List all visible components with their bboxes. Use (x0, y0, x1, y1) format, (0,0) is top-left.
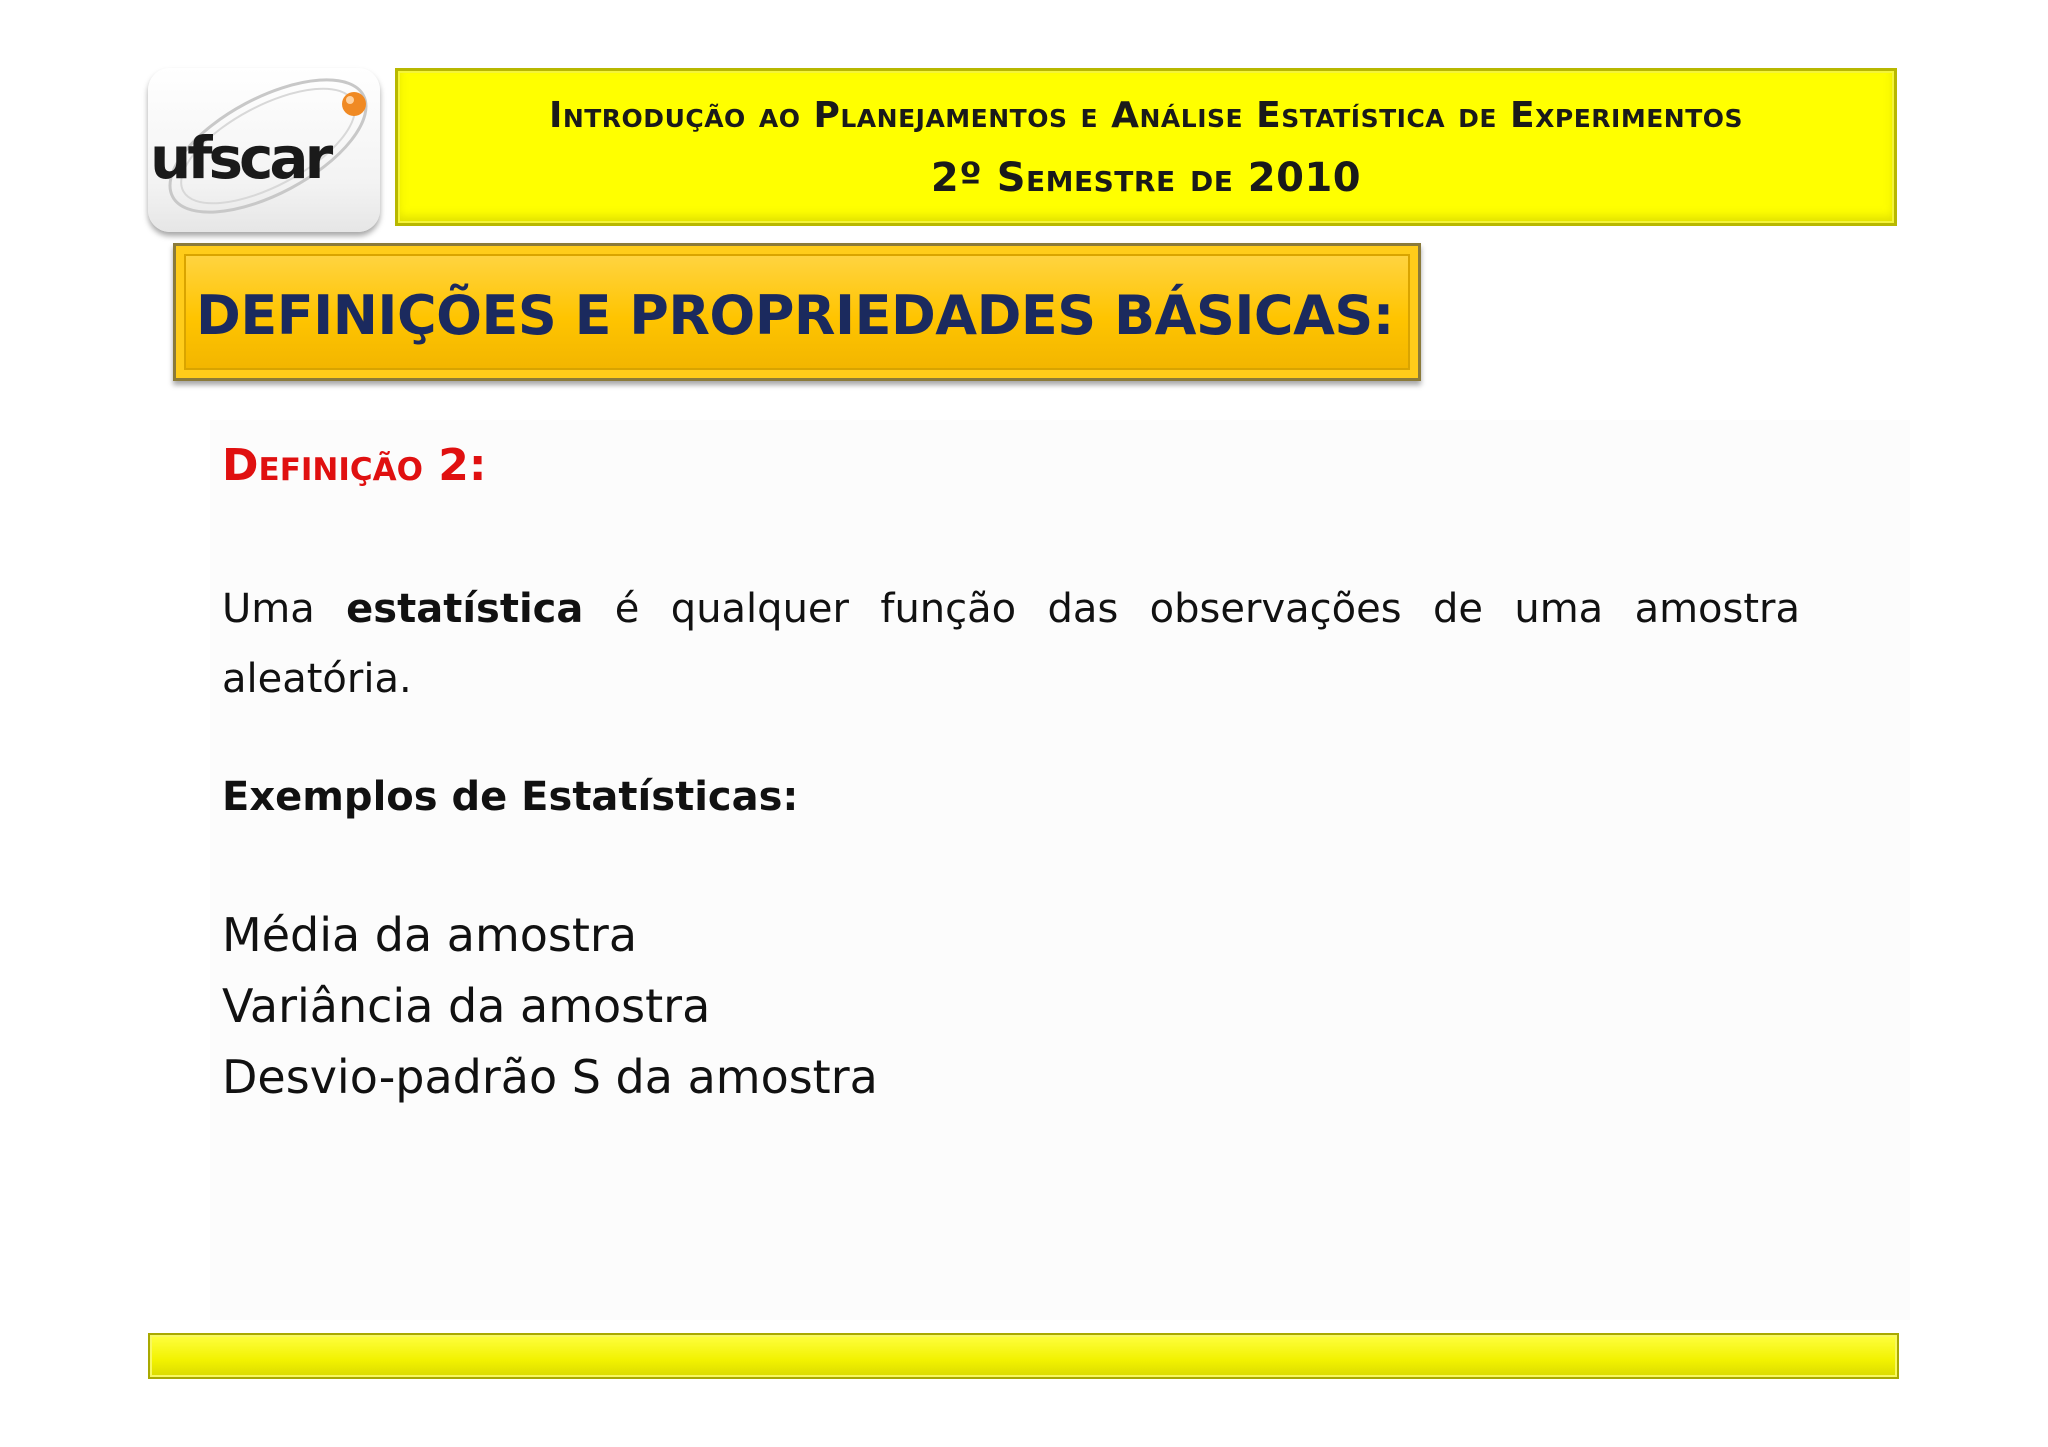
content-background (210, 420, 1910, 1320)
footer-bar (148, 1333, 1899, 1379)
course-header (395, 68, 1897, 226)
ufscar-logo-graphic (148, 68, 380, 232)
examples-list (222, 900, 878, 1113)
definition-heading: Definição 2: (222, 440, 487, 491)
semester-label: 2º Semestre de 2010 (930, 155, 1362, 201)
list-item: Variância da amostra (222, 979, 711, 1033)
logo-wordmark: ufscar (150, 124, 330, 192)
ufscar-logo (148, 68, 380, 232)
definition-term: estatística (346, 586, 584, 632)
definition-text (222, 574, 1800, 714)
list-item: Média da amostra (222, 908, 638, 962)
section-title-box (173, 243, 1421, 381)
list-item: Desvio-padrão S da amostra (222, 1050, 878, 1104)
definition-text-start: Uma (222, 586, 347, 632)
section-title: DEFINIÇÕES E PROPRIEDADES BÁSICAS: (196, 284, 1394, 347)
definition-text-end: é qualquer função das observações de uma amostra aleatória. (222, 586, 1800, 702)
examples-heading: Exemplos de Estatísticas: (222, 774, 799, 820)
course-title: Introdução ao Planejamentos e Análise Estatística de Experimentos (548, 95, 1744, 136)
